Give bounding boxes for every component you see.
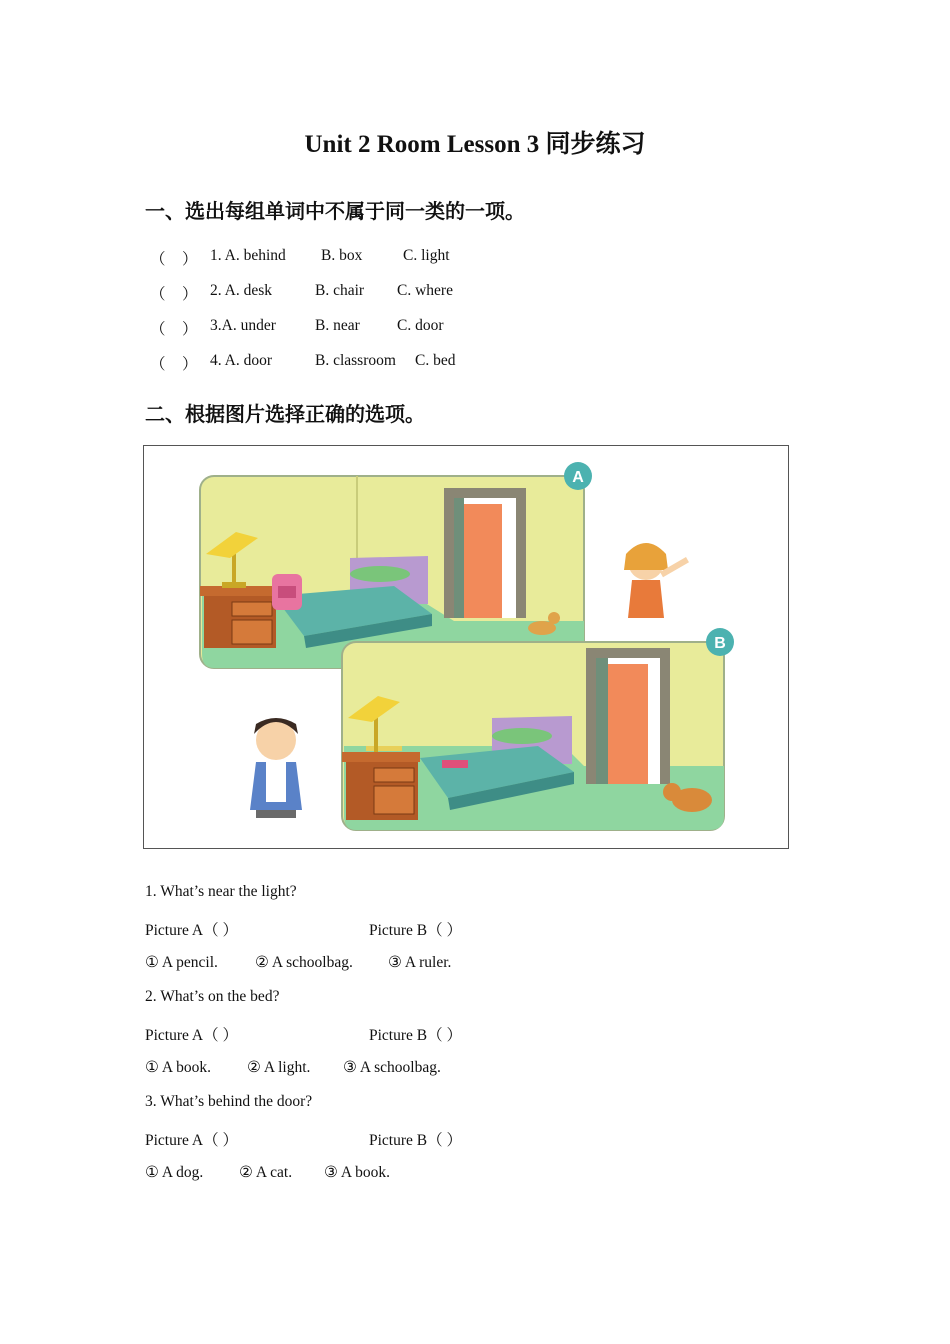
boy-figure bbox=[250, 718, 302, 818]
option-c: C. door bbox=[397, 317, 444, 334]
section1-heading: 一、选出每组单词中不属于同一类的一项。 bbox=[145, 199, 525, 223]
paren-close: ） bbox=[182, 251, 198, 268]
page-title: Unit 2 Room Lesson 3 同步练习 bbox=[304, 131, 646, 158]
option-c: C. light bbox=[403, 247, 450, 264]
option-a: 1. A. behind bbox=[210, 247, 286, 264]
s2-question-1: 1. What’s near the light? bbox=[145, 883, 297, 900]
option-2: ② A light. bbox=[247, 1059, 311, 1076]
option-3: ③ A book. bbox=[324, 1164, 391, 1181]
girl-figure bbox=[624, 543, 689, 618]
option-b: B. near bbox=[315, 317, 360, 334]
s2-question-2: 2. What’s on the bed? bbox=[145, 988, 280, 1005]
picture-b-blank: Picture B（ ） bbox=[369, 1027, 462, 1044]
paren-open: （ bbox=[150, 321, 166, 338]
s2-question-3: 3. What’s behind the door? bbox=[145, 1093, 313, 1110]
option-b: B. box bbox=[321, 247, 363, 264]
option-3: ③ A schoolbag. bbox=[343, 1059, 441, 1076]
picture-b-blank: Picture B（ ） bbox=[369, 922, 462, 939]
option-1: ① A book. bbox=[145, 1059, 212, 1076]
paren-open: （ bbox=[150, 251, 166, 268]
paren-close: ） bbox=[182, 356, 198, 373]
paren-open: （ bbox=[150, 286, 166, 303]
option-a: 2. A. desk bbox=[210, 282, 272, 299]
option-2: ② A cat. bbox=[239, 1164, 293, 1181]
paren-close: ） bbox=[182, 286, 198, 303]
picture-a-blank: Picture A（ ） bbox=[145, 1132, 238, 1149]
option-c: C. bed bbox=[415, 352, 456, 369]
option-1: ① A pencil. bbox=[145, 954, 218, 971]
picture-a-blank: Picture A（ ） bbox=[145, 922, 238, 939]
picture-b-blank: Picture B（ ） bbox=[369, 1132, 462, 1149]
room-illustration bbox=[143, 445, 789, 849]
paren-open: （ bbox=[150, 356, 166, 373]
paren-close: ） bbox=[182, 321, 198, 338]
option-a: 4. A. door bbox=[210, 352, 272, 369]
option-b: B. classroom bbox=[315, 352, 396, 369]
picture-a bbox=[200, 462, 592, 668]
option-3: ③ A ruler. bbox=[388, 954, 452, 971]
picture-b-label: B bbox=[714, 635, 726, 652]
option-a: 3.A. under bbox=[210, 317, 276, 334]
picture-b bbox=[342, 628, 734, 830]
option-1: ① A dog. bbox=[145, 1164, 204, 1181]
option-b: B. chair bbox=[315, 282, 365, 299]
section2-heading: 二、根据图片选择正确的选项。 bbox=[145, 402, 425, 426]
picture-a-label: A bbox=[572, 469, 584, 486]
picture-a-blank: Picture A（ ） bbox=[145, 1027, 238, 1044]
option-2: ② A schoolbag. bbox=[255, 954, 353, 971]
option-c: C. where bbox=[397, 282, 453, 299]
room-pictures-svg bbox=[144, 446, 788, 848]
